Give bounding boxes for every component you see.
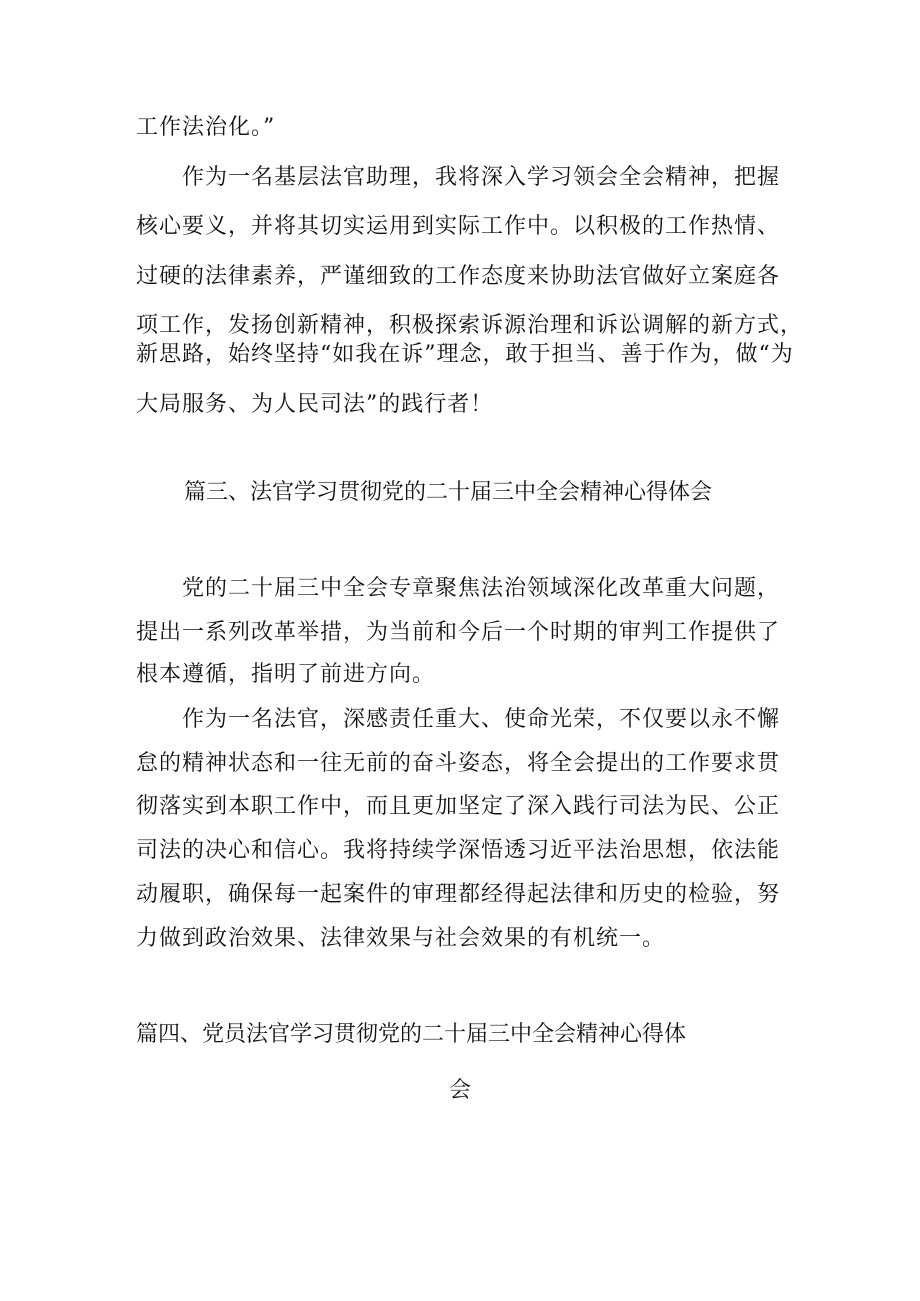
- paragraph-line: 彻落实到本职工作中，而且更加坚定了深入践行司法为民、公正: [136, 794, 781, 819]
- paragraph-line: 作为一名基层法官助理，我将深入学习领会全会精神，把握: [136, 165, 781, 190]
- paragraph-line: 司法的决心和信心。我将持续学深悟透习近平法治思想，依法能: [136, 838, 781, 863]
- paragraph-line: 工作法治化。”: [136, 115, 276, 140]
- paragraph-line: 作为一名法官，深感责任重大、使命光荣，不仅要以永不懈: [136, 707, 781, 732]
- section-heading-continuation: 会: [449, 1078, 472, 1103]
- paragraph-line: 项工作，发扬创新精神，积极探索诉源治理和诉讼调解的新方式，: [136, 313, 804, 338]
- paragraph-line: 动履职，确保每一起案件的审理都经得起法律和历史的检验，努: [136, 882, 781, 907]
- paragraph-line: 提出一系列改革举措，为当前和今后一个时期的审判工作提供了: [136, 620, 781, 645]
- section-heading: 篇四、党员法官学习贯彻党的二十届三中全会精神心得体: [136, 1022, 687, 1047]
- paragraph-line: 核心要义，并将其切实运用到实际工作中。以积极的工作热情、: [136, 214, 781, 239]
- paragraph-line: 力做到政治效果、法律效果与社会效果的有机统一。: [136, 926, 666, 951]
- paragraph-line: 大局服务、为人民司法”的践行者！: [136, 392, 494, 417]
- paragraph-line: 过硬的法律素养，严谨细致的工作态度来协助法官做好立案庭各: [136, 264, 781, 289]
- paragraph-line: 党的二十届三中全会专章聚焦法治领域深化改革重大问题，: [136, 576, 781, 601]
- paragraph-line: 新思路，始终坚持“如我在诉”理念，敢于担当、善于作为，做“为: [136, 342, 794, 367]
- paragraph-line: 怠的精神状态和一往无前的奋斗姿态，将全会提出的工作要求贯: [136, 751, 781, 776]
- paragraph-line: 根本遵循，指明了前进方向。: [136, 662, 436, 687]
- section-heading: 篇三、法官学习贯彻党的二十届三中全会精神心得体会: [184, 480, 713, 505]
